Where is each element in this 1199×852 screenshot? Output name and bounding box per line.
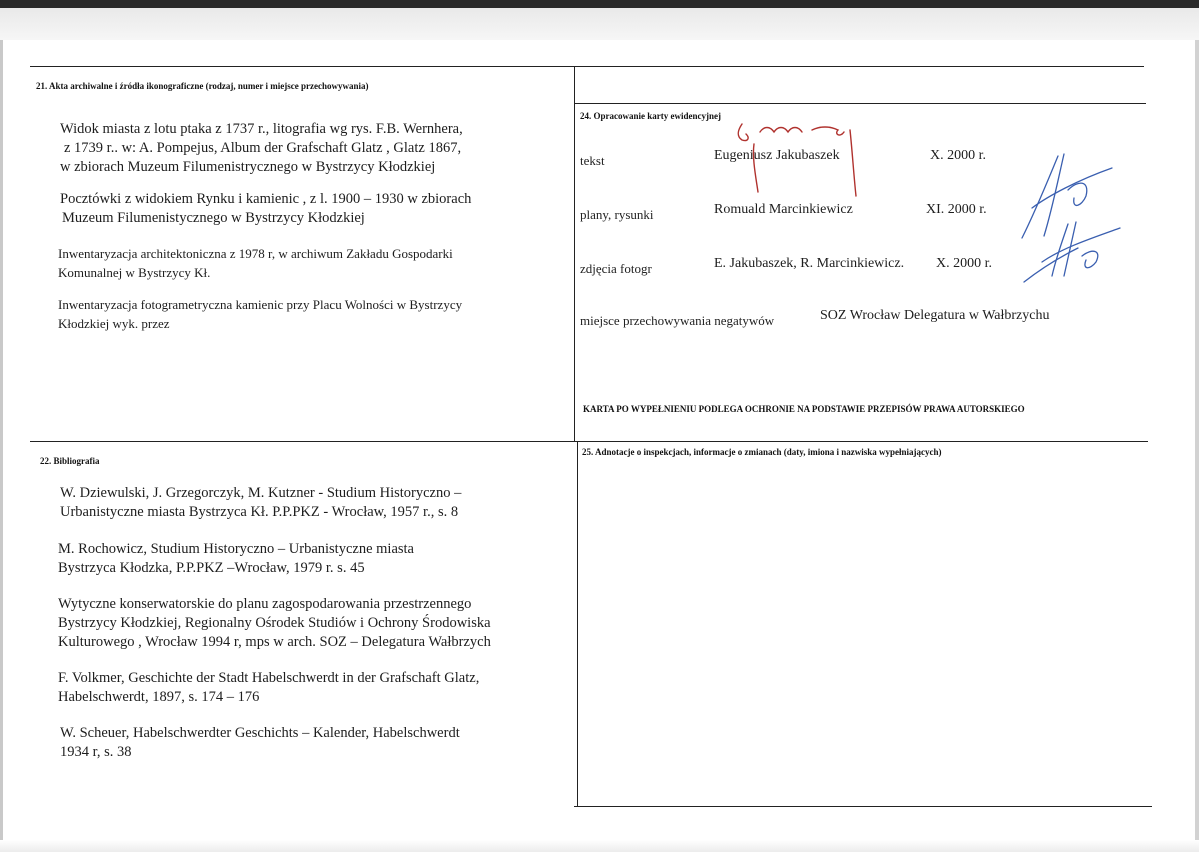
bibliography-entry-1 (60, 484, 461, 522)
bibliography-entry-3 (58, 595, 491, 652)
row-plans-author: Romuald Marcinkiewicz (714, 202, 853, 217)
bibliography-entry-3-line-2: Bystrzycy Kłodzkiej, Regionalny Ośrodek Studiów i Ochrony Środowiska (58, 615, 491, 631)
section24-top-rule (574, 103, 1146, 104)
section-25-title: 25. Adnotacje o inspekcjach, informacje o zmianach (daty, imiona i nazwiska wypełniających) (582, 447, 942, 457)
bibliography-entry-2 (58, 540, 414, 578)
section-21-title: 21. Akta archiwalne i źródła ikonograficzne (rodzaj, numer i miejsce przechowywania) (36, 81, 369, 91)
archive-entry-1-line-3: w zbiorach Muzeum Filumenistrycznego w Bystrzycy Kłodzkiej (60, 159, 436, 175)
row-plans-date: XI. 2000 r. (926, 202, 987, 217)
archive-entry-3-line-1: Inwentaryzacja architektoniczna z 1978 r, w archiwum Zakładu Gospodarki (58, 246, 453, 261)
archive-entry-4-line-2: Kłodzkiej wyk. przez (58, 316, 170, 331)
bibliography-entry-2-line-1: M. Rochowicz, Studium Historyczno – Urbanistyczne miasta (58, 541, 414, 557)
bibliography-entry-3-line-3: Kulturowego , Wrocław 1994 r, mps w arch. SOZ – Delegatura Wałbrzych (58, 634, 491, 650)
archive-entry-3-line-2: Komunalnej w Bystrzycy Kł. (58, 265, 211, 280)
archive-entry-2-line-2: Muzeum Filumenistycznego w Bystrzycy Kłodzkiej (62, 210, 365, 226)
section-22-title: 22. Bibliografia (40, 456, 100, 466)
row-photos-date: X. 2000 r. (936, 256, 992, 271)
archive-entry-1-line-1: Widok miasta z lotu ptaka z 1737 r., litografia wg rys. F.B. Wernhera, (60, 121, 463, 137)
bibliography-entry-1-line-1: W. Dziewulski, J. Grzegorczyk, M. Kutzner - Studium Historyczno – (60, 485, 462, 501)
archive-entry-1-line-2: z 1739 r.. w: A. Pompejus, Album der Grafschaft Glatz , Glatz 1867, (64, 140, 462, 156)
scan-left-edge (0, 40, 3, 852)
archive-entry-3 (58, 244, 453, 282)
middle-rule (30, 441, 1148, 442)
archive-entry-4 (58, 295, 462, 333)
section-24-title: 24. Opracowanie karty ewidencyjnej (580, 111, 721, 121)
bibliography-entry-3-line-1: Wytyczne konserwatorskie do planu zagospodarowania przestrzennego (58, 596, 472, 612)
bibliography-entry-2-line-2: Bystrzyca Kłodzka, P.P.PKZ –Wrocław, 1979 r. s. 45 (58, 560, 365, 576)
blue-signature-bottom (1022, 218, 1122, 288)
scan-bottom-edge (0, 840, 1199, 852)
negatives-label: miejsce przechowywania negatywów (580, 313, 775, 328)
scan-top-band (0, 0, 1199, 8)
archive-entry-2 (60, 190, 471, 228)
bibliography-entry-5 (60, 724, 460, 762)
column-divider-top (574, 66, 575, 441)
row-photos-author: E. Jakubaszek, R. Marcinkiewicz. (714, 256, 905, 271)
bibliography-entry-4-line-2: Habelschwerdt, 1897, s. 174 – 176 (58, 689, 260, 705)
negatives-value: SOZ Wrocław Delegatura w Wałbrzychu (820, 308, 1050, 323)
row-text-label: tekst (580, 153, 605, 168)
archive-entry-2-line-1: Pocztówki z widokiem Rynku i kamienic , z l. 1900 – 1930 w zbiorach (60, 191, 472, 207)
copyright-notice: KARTA PO WYPEŁNIENIU PODLEGA OCHRONIE NA PODSTAWIE PRZEPISÓW PRAWA AUTORSKIEGO (583, 404, 1025, 414)
bibliography-entry-4 (58, 669, 479, 707)
column-divider-bottom (577, 441, 578, 807)
bibliography-entry-1-line-2: Urbanistyczne miasta Bystrzyca Kł. P.P.PKZ - Wrocław, 1957 r., s. 8 (60, 504, 459, 520)
top-rule (30, 66, 1144, 67)
bibliography-entry-5-line-1: W. Scheuer, Habelschwerdter Geschichts – Kalender, Habelschwerdt (60, 725, 460, 741)
scan-top-margin (0, 8, 1199, 40)
bibliography-entry-4-line-1: F. Volkmer, Geschichte der Stadt Habelschwerdt in der Grafschaft Glatz, (58, 670, 480, 686)
red-signature (730, 118, 860, 198)
bottom-rule (574, 806, 1152, 807)
row-plans-label: plany, rysunki (580, 207, 654, 222)
scan-right-edge (1195, 40, 1199, 852)
row-text-date: X. 2000 r. (930, 148, 986, 163)
archive-entry-4-line-1: Inwentaryzacja fotogrametryczna kamienic przy Placu Wolności w Bystrzycy (58, 297, 463, 312)
bibliography-entry-5-line-2: 1934 r, s. 38 (60, 744, 132, 760)
archive-entry-1 (60, 120, 463, 177)
row-photos-label: zdjęcia fotogr (580, 261, 652, 276)
row-text-author: Eugeniusz Jakubaszek (714, 148, 840, 163)
